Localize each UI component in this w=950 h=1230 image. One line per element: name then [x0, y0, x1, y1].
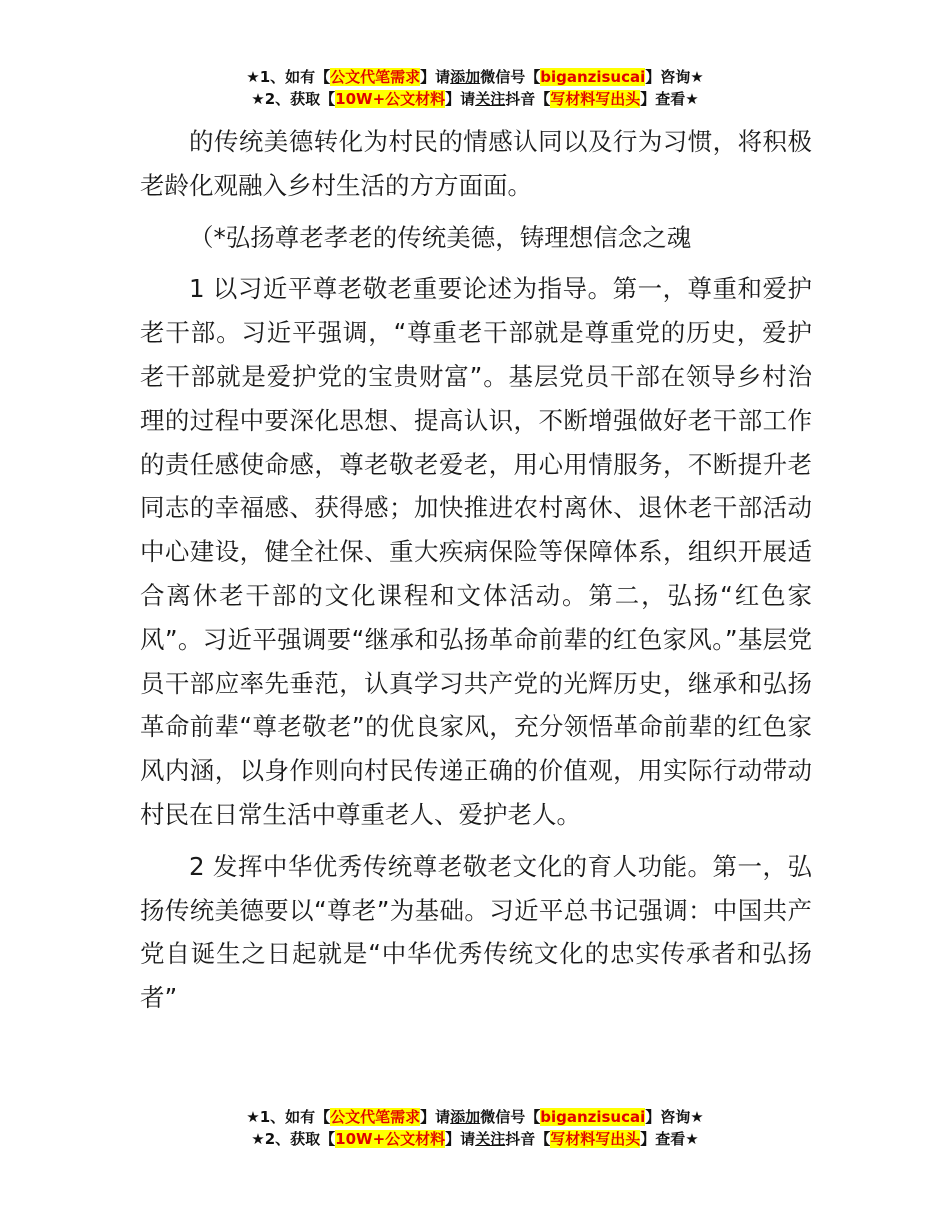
star-icon: ★ [246, 68, 260, 86]
banner-text: 抖音【 [505, 90, 551, 108]
banner-text: 微信号【 [480, 68, 541, 86]
banner-line-2 [0, 1128, 950, 1150]
underlined-text: 关注 [475, 1130, 506, 1148]
star-icon: ★ [690, 68, 704, 86]
banner-text: 2、获取【 [264, 90, 336, 108]
banner-text: 】查看 [640, 90, 686, 108]
paragraph: 2 发挥中华优秀传统尊老敬老文化的育人功能。第一，弘扬传统美德要以“尊老”为基础。习近平总书记强调：中国共产党自诞生之日起就是“中华优秀传统文化的忠实传承者和弘扬者” [140, 851, 812, 1013]
paragraph: 1 以习近平尊老敬老重要论述为指导。第一，尊重和爱护老干部。习近平强调，“尊重老干部就是尊重党的历史，爱护老干部就是爱护党的宝贵财富”。基层党员干部在领导乡村治理的过程中要深化思想、提高认识，不断增强做好老干部工作的责任感使命感，尊老敬老爱老，用心用情服务，不断提升老同志的幸福感、获得感；加快推进农村离休、退休老干部活动中心建设，健全社保、重大疾病保险等保障体系，组织开展适合离休老干部的文化课程和文体活动。第二，弘扬“红色家风”。习近平强调要“继承和弘扬革命前辈的红色家风。”基层党员干部应率先垂范，认真学习共产党的光辉历史，继承和弘扬革命前辈“尊老敬老”的优良家风，充分领悟革命前辈的红色家风内涵，以身作则向村民传递正确的价值观，用实际行动带动村民在日常生活中尊重老人、爱护老人。 [140, 274, 812, 829]
banner-text: 2、获取【 [264, 1130, 336, 1148]
highlight-service: 公文代笔需求 [330, 1108, 421, 1126]
banner-line-1 [0, 1106, 950, 1128]
banner-text: 】请 [445, 90, 476, 108]
highlight-materials: 10W+公文材料 [335, 1130, 446, 1148]
banner-text: 1、如有【 [259, 68, 331, 86]
paragraph: 的传统美德转化为村民的情感认同以及行为习惯，将积极老龄化观融入乡村生活的方方面面。 [140, 127, 812, 200]
star-icon: ★ [251, 1130, 265, 1148]
highlight-materials: 10W+公文材料 [335, 90, 446, 108]
star-icon: ★ [685, 90, 699, 108]
banner-line-2 [0, 88, 950, 110]
document-body [140, 120, 812, 1020]
banner-text: 】请 [445, 1130, 476, 1148]
underlined-text: 添加 [450, 1108, 481, 1126]
underlined-text: 添加 [450, 68, 481, 86]
star-icon: ★ [251, 90, 265, 108]
highlight-wechat-id: biganzisucai [540, 1108, 646, 1126]
footer-banner [0, 1106, 950, 1150]
banner-text: 】咨询 [645, 1108, 691, 1126]
section-heading: （*弘扬尊老孝老的传统美德，铸理想信念之魂 [189, 222, 692, 252]
highlight-service: 公文代笔需求 [330, 68, 421, 86]
star-icon: ★ [690, 1108, 704, 1126]
banner-text: 抖音【 [505, 1130, 551, 1148]
banner-text: 微信号【 [480, 1108, 541, 1126]
underlined-text: 关注 [475, 90, 506, 108]
header-banner [0, 66, 950, 110]
star-icon: ★ [685, 1130, 699, 1148]
highlight-douyin: 写材料写出头 [550, 1130, 641, 1148]
highlight-douyin: 写材料写出头 [550, 90, 641, 108]
star-icon: ★ [246, 1108, 260, 1126]
banner-text: 】咨询 [645, 68, 691, 86]
banner-line-1 [0, 66, 950, 88]
banner-text: 1、如有【 [259, 1108, 331, 1126]
banner-text: 】查看 [640, 1130, 686, 1148]
highlight-wechat-id: biganzisucai [540, 68, 646, 86]
banner-text: 】请 [420, 68, 451, 86]
banner-text: 】请 [420, 1108, 451, 1126]
